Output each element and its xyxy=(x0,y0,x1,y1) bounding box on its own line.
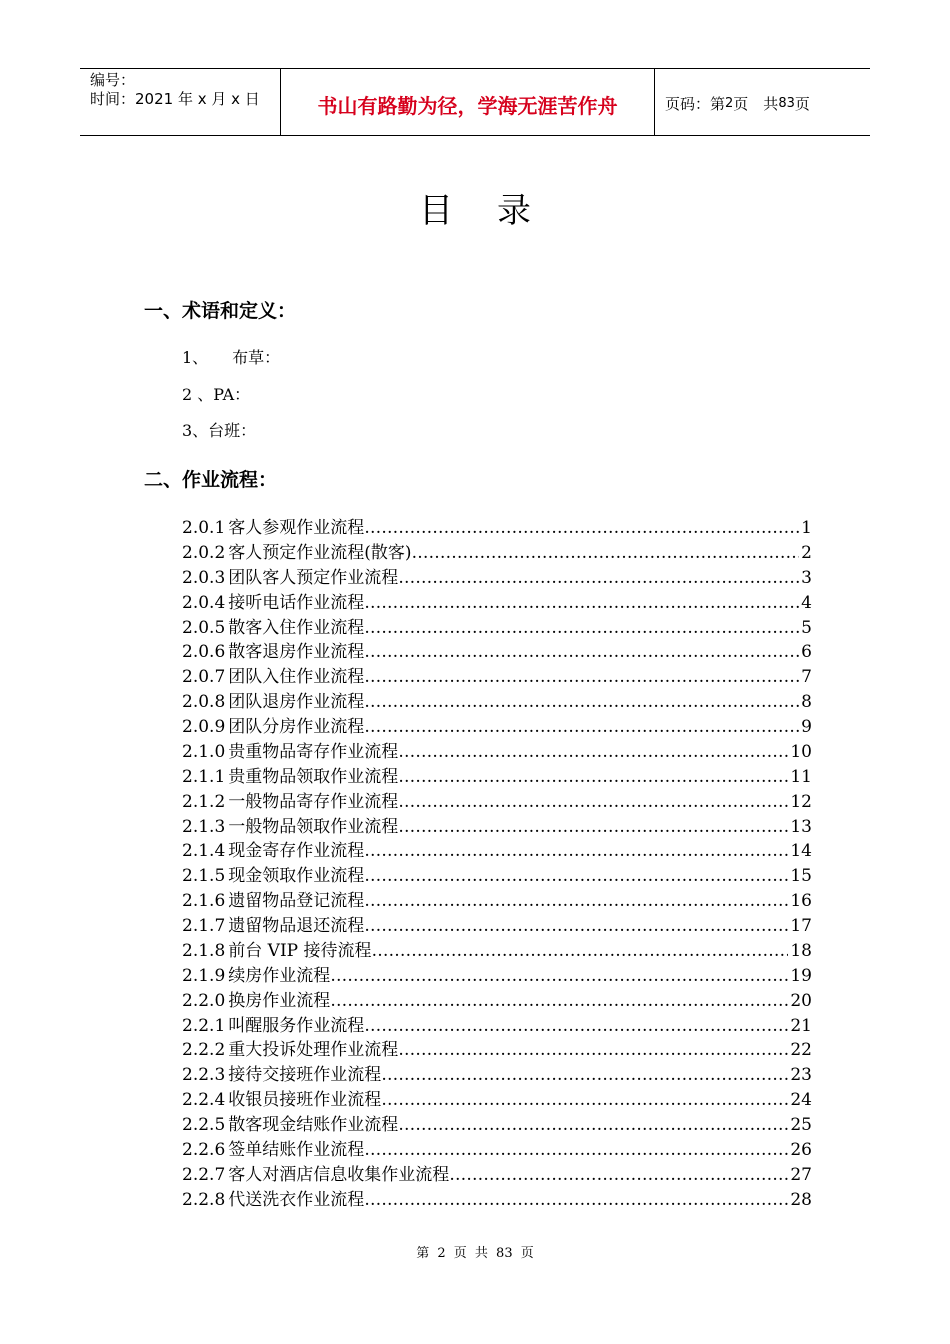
toc-entry-page: 22 xyxy=(790,1040,812,1061)
table-of-contents xyxy=(182,516,812,1213)
toc-entry-title: 一般物品寄存作业流程 xyxy=(228,791,399,812)
toc-leader-dots xyxy=(398,1113,788,1137)
toc-entry-title: 遗留物品登记流程 xyxy=(228,891,365,912)
toc-entry-page: 27 xyxy=(790,1164,812,1185)
toc-entry[interactable] xyxy=(182,516,812,541)
toc-entry-page: 28 xyxy=(790,1189,812,1210)
toc-entry-title: 散客入住作业流程 xyxy=(228,617,365,638)
toc-leader-dots xyxy=(398,765,788,789)
toc-entry-page: 25 xyxy=(790,1115,812,1135)
toc-entry-page: 17 xyxy=(790,916,812,936)
toc-entry-title: 客人参观作业流程 xyxy=(228,518,365,538)
toc-entry-title: 叫醒服务作业流程 xyxy=(228,1015,365,1036)
toc-leader-dots xyxy=(449,1163,788,1187)
toc-leader-dots xyxy=(398,815,788,839)
toc-entry-page: 23 xyxy=(790,1065,812,1086)
toc-entry[interactable] xyxy=(182,765,812,790)
toc-leader-dots xyxy=(398,1038,788,1062)
toc-entry-page: 15 xyxy=(790,866,812,887)
toc-entry-title: 客人预定作业流程(散客) xyxy=(228,542,412,563)
toc-entry[interactable] xyxy=(182,541,812,566)
page-label-mid: 页 共 xyxy=(733,94,779,113)
toc-leader-dots xyxy=(330,989,788,1013)
toc-entry-title: 续房作业流程 xyxy=(228,965,331,986)
toc-entry-title: 现金领取作业流程 xyxy=(228,866,365,887)
toc-entry-title: 重大投诉处理作业流程 xyxy=(228,1040,399,1061)
toc-entry-page: 3 xyxy=(801,567,812,588)
toc-entry[interactable] xyxy=(182,889,812,914)
toc-entry-number: 2.0.6 xyxy=(182,642,226,663)
toc-leader-dots xyxy=(398,566,799,590)
toc-entry-number: 2.2.0 xyxy=(182,990,226,1011)
toc-entry-page: 7 xyxy=(801,667,812,688)
toc-entry-title: 一般物品领取作业流程 xyxy=(228,816,399,837)
toc-entry-page: 21 xyxy=(790,1015,812,1036)
toc-entry-page: 20 xyxy=(790,990,812,1011)
toc-leader-dots xyxy=(364,1014,788,1038)
toc-entry-number: 2.1.2 xyxy=(182,791,226,812)
toc-entry-number: 2.2.5 xyxy=(182,1115,226,1135)
toc-entry[interactable] xyxy=(182,790,812,815)
toc-entry-page: 6 xyxy=(801,642,812,663)
toc-entry-page: 16 xyxy=(790,891,812,912)
toc-entry[interactable] xyxy=(182,1163,812,1188)
toc-entry[interactable] xyxy=(182,1088,812,1113)
page-total: 83 xyxy=(778,95,795,111)
toc-entry-title: 贵重物品寄存作业流程 xyxy=(228,741,399,762)
toc-entry[interactable] xyxy=(182,1063,812,1088)
toc-leader-dots xyxy=(364,616,799,640)
toc-leader-dots xyxy=(364,889,788,913)
toc-entry[interactable] xyxy=(182,665,812,690)
toc-entry-number: 2.1.9 xyxy=(182,965,226,986)
toc-entry-title: 客人对酒店信息收集作业流程 xyxy=(228,1164,450,1185)
toc-entry[interactable] xyxy=(182,964,812,989)
toc-entry[interactable] xyxy=(182,939,812,964)
toc-entry-title: 贵重物品领取作业流程 xyxy=(228,766,399,787)
toc-entry[interactable] xyxy=(182,1138,812,1163)
toc-entry-title: 前台 VIP 接待流程 xyxy=(228,940,372,961)
toc-entry-title: 散客现金结账作业流程 xyxy=(228,1115,399,1135)
toc-leader-dots xyxy=(381,1088,788,1112)
toc-entry-number: 2.0.5 xyxy=(182,617,226,638)
page-header xyxy=(80,68,870,136)
toc-entry-number: 2.0.4 xyxy=(182,592,226,613)
toc-leader-dots xyxy=(364,839,788,863)
toc-entry-page: 5 xyxy=(801,617,812,638)
toc-entry-title: 散客退房作业流程 xyxy=(228,642,365,663)
page-label-suffix: 页 xyxy=(794,94,810,113)
toc-leader-dots xyxy=(364,690,799,714)
toc-entry-page: 26 xyxy=(790,1139,812,1160)
toc-entry-number: 2.1.7 xyxy=(182,916,226,936)
toc-entry[interactable] xyxy=(182,616,812,641)
page-label-prefix: 页码：第 xyxy=(665,94,726,113)
page-footer: 第 2 页 共 83 页 xyxy=(416,1246,534,1261)
toc-entry-number: 2.2.2 xyxy=(182,1040,226,1061)
toc-entry-number: 2.0.7 xyxy=(182,667,226,688)
toc-entry-title: 团队入住作业流程 xyxy=(228,667,365,688)
toc-entry-number: 2.0.2 xyxy=(182,542,226,563)
toc-entry-number: 2.2.4 xyxy=(182,1090,226,1111)
toc-leader-dots xyxy=(364,864,788,888)
toc-leader-dots xyxy=(330,964,788,988)
toc-entry-page: 14 xyxy=(790,841,812,862)
toc-entry-page: 1 xyxy=(801,518,812,538)
toc-entry-number: 2.1.0 xyxy=(182,741,226,762)
toc-entry-number: 2.0.9 xyxy=(182,717,226,737)
section-process-heading: 二、作业流程： xyxy=(144,469,278,491)
toc-entry-page: 4 xyxy=(801,592,812,613)
toc-entry-number: 2.1.5 xyxy=(182,866,226,887)
toc-entry[interactable] xyxy=(182,566,812,591)
toc-entry-number: 2.2.7 xyxy=(182,1164,226,1185)
header-motto: 书山有路勤为径，学海无涯苦作舟 xyxy=(281,69,655,135)
toc-entry-number: 2.2.1 xyxy=(182,1015,226,1036)
toc-entry-number: 2.2.8 xyxy=(182,1189,226,1210)
toc-entry-title: 接待交接班作业流程 xyxy=(228,1065,382,1086)
section-terms-heading: 一、术语和定义： xyxy=(144,300,297,322)
toc-entry[interactable] xyxy=(182,839,812,864)
toc-entry[interactable] xyxy=(182,740,812,765)
toc-entry-page: 11 xyxy=(790,766,812,787)
term-item: 1、 布草： xyxy=(182,348,281,367)
toc-entry-number: 2.2.6 xyxy=(182,1139,226,1160)
toc-leader-dots xyxy=(381,1063,788,1087)
toc-entry-number: 2.1.6 xyxy=(182,891,226,912)
term-item: 3、台班： xyxy=(182,421,257,440)
toc-entry-title: 团队分房作业流程 xyxy=(228,717,365,737)
toc-leader-dots xyxy=(364,914,788,938)
toc-entry-number: 2.1.4 xyxy=(182,841,226,862)
toc-entry[interactable] xyxy=(182,914,812,939)
toc-entry-number: 2.1.1 xyxy=(182,766,226,787)
toc-entry-number: 2.0.3 xyxy=(182,567,226,588)
toc-entry-page: 12 xyxy=(790,791,812,812)
toc-entry-title: 遗留物品退还流程 xyxy=(228,916,365,936)
toc-entry-page: 24 xyxy=(790,1090,812,1111)
toc-leader-dots xyxy=(364,665,799,689)
toc-entry-title: 现金寄存作业流程 xyxy=(228,841,365,862)
toc-entry-page: 19 xyxy=(790,965,812,986)
toc-entry[interactable] xyxy=(182,864,812,889)
toc-leader-dots xyxy=(364,1188,788,1212)
page-current: 2 xyxy=(725,95,734,111)
toc-entry-page: 8 xyxy=(801,692,812,713)
toc-entry-title: 团队退房作业流程 xyxy=(228,692,365,713)
toc-entry-title: 签单结账作业流程 xyxy=(228,1139,365,1160)
toc-entry[interactable] xyxy=(182,591,812,616)
term-item: 2 、PA： xyxy=(182,385,251,404)
toc-entry[interactable] xyxy=(182,1014,812,1039)
document-number-label: 编号： xyxy=(90,71,136,89)
toc-entry[interactable] xyxy=(182,640,812,665)
toc-entry-page: 2 xyxy=(801,542,812,563)
header-page-info xyxy=(655,69,870,135)
toc-leader-dots xyxy=(364,591,799,615)
toc-entry[interactable] xyxy=(182,815,812,840)
toc-entry-number: 2.2.3 xyxy=(182,1065,226,1086)
toc-leader-dots xyxy=(398,790,788,814)
toc-entry-page: 18 xyxy=(790,940,812,961)
page-title: 目录 xyxy=(419,191,575,231)
document-date-label: 时间：2021 年 x 月 x 日 xyxy=(90,90,260,108)
toc-entry-number: 2.0.8 xyxy=(182,692,226,713)
toc-entry[interactable] xyxy=(182,715,812,740)
toc-entry-title: 收银员接班作业流程 xyxy=(228,1090,382,1111)
toc-entry[interactable] xyxy=(182,690,812,715)
toc-leader-dots xyxy=(364,640,799,664)
toc-leader-dots xyxy=(364,715,799,739)
toc-leader-dots xyxy=(364,516,799,540)
toc-entry[interactable] xyxy=(182,989,812,1014)
toc-entry-title: 接听电话作业流程 xyxy=(228,592,365,613)
toc-entry-page: 9 xyxy=(801,717,812,737)
toc-entry-title: 团队客人预定作业流程 xyxy=(228,567,399,588)
header-info-cell xyxy=(80,69,281,135)
toc-leader-dots xyxy=(364,1138,788,1162)
toc-entry-number: 2.1.3 xyxy=(182,816,226,837)
toc-entry-page: 13 xyxy=(790,816,812,837)
toc-entry-title: 代送洗衣作业流程 xyxy=(228,1189,365,1210)
toc-entry-number: 2.1.8 xyxy=(182,940,226,961)
toc-leader-dots xyxy=(398,740,788,764)
toc-entry[interactable] xyxy=(182,1038,812,1063)
toc-entry[interactable] xyxy=(182,1113,812,1138)
toc-entry-number: 2.0.1 xyxy=(182,518,226,538)
toc-leader-dots xyxy=(372,939,789,963)
toc-entry-page: 10 xyxy=(790,741,812,762)
toc-leader-dots xyxy=(412,541,800,565)
toc-entry[interactable] xyxy=(182,1188,812,1213)
toc-entry-title: 换房作业流程 xyxy=(228,990,331,1011)
